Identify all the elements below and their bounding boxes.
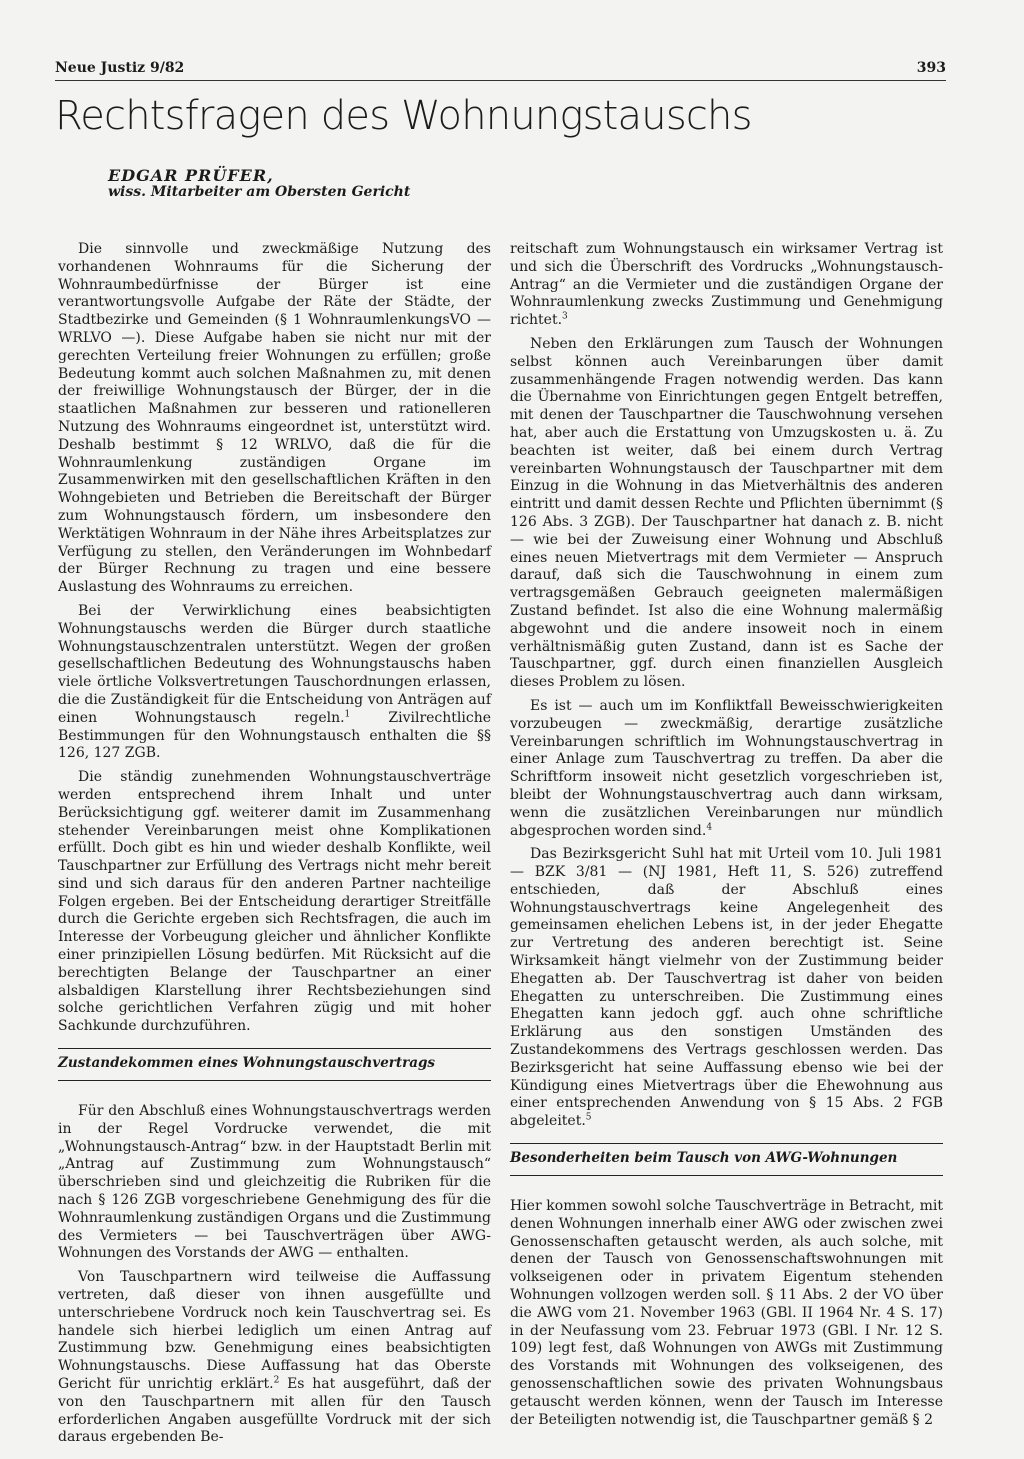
article-title: Rechtsfragen des Wohnungstauschs [55, 93, 752, 139]
paragraph: reitschaft zum Wohnungstausch ein wirksamer Vertrag ist und sich die Überschrift des Vordrucks „Wohnungstausch-Antrag“ an die Vermieter und die zuständigen Organe der Wohnraumlenkung zwecks Zustimmung und Genehmigung richtet.$^3$ [510, 241, 943, 329]
left-column [58, 241, 491, 1453]
paragraph: Hier kommen sowohl solche Tauschverträge in Betracht, mit denen Wohnungen innerhalb einer AWG oder zwischen zwei Genossenschaften getauscht werden, als auch solche, mit denen der Tausch von Genossenschaftswohnungen mit volkseigenen oder in privatem Eigentum stehenden Wohnungen vollzogen werden soll. § 11 Abs. 2 der VO über die AWG vom 21. November 1963 (GBl. II 1964 Nr. 4 S. 17) in der Neufassung vom 23. Februar 1973 (GBl. I Nr. 12 S. 109) legt fest, daß Wohnungen von AWGs mit Zustimmung des Vorstands mit Wohnungen des volkseigenen, des genossenschaftlichen sowie des privaten Wohnungsbaus getauscht werden können, wenn der Tausch im Interesse der Beteiligten notwendig ist, die Tauschpartner gemäß § 2 [510, 1198, 943, 1428]
header-rule [55, 80, 946, 81]
section-heading: Besonderheiten beim Tausch von AWG-Wohnungen [510, 1143, 943, 1176]
footnote-ref: 5 [585, 1112, 592, 1123]
paragraph: Von Tauschpartnern wird teilweise die Auffassung vertreten, daß dieser von ihnen ausgefüllte und unterschriebene Vordruck noch kein Tauschvertrag sei. Es handele sich hierbei lediglich um einen Antrag auf Zustimmung bzw. Genehmigung eines beabsichtigten Wohnungstauschs. Diese Auffassung hat das Oberste Gericht für unrichtig erklärt.$^2$ Es hat ausgeführt, daß der von den Tauschpartnern mit allen für den Tausch erforderlichen Angaben ausgefüllte Vordruck mit der sich daraus ergebenden Be- [58, 1269, 491, 1446]
paragraph: Die sinnvolle und zweckmäßige Nutzung des vorhandenen Wohnraums für die Sicherung der Wohnraumbedürfnisse der Bürger ist eine verantwortungsvolle Aufgabe der Räte der Städte, der Stadtbezirke und Gemeinden (§ 1 WohnraumlenkungsVO — WRLVO —). Diese Aufgabe haben sie nicht nur mit der gerechten Verteilung freier Wohnungen zu erfüllen; große Bedeutung kommt auch solchen Maßnahmen zu, mit denen der freiwillige Wohnungstausch der Bürger, der in die staatlichen Maßnahmen zur besseren und rationelleren Nutzung des Wohnraums eingeordnet ist, unterstützt wird. Deshalb bestimmt § 12 WRLVO, daß die für die Wohnraumlenkung zuständigen Organe im Zusammenwirken mit den gesellschaftlichen Kräften in den Wohngebieten und Betrieben die Bereitschaft der Bürger zum Wohnungstausch fördern, um insbesondere den Werktätigen Wohnraum in der Nähe ihres Arbeitsplatzes zur Verfügung zu stellen, den Veränderungen im Wohnbedarf der Bürger Rechnung zu tragen und eine bessere Auslastung des Wohnraums zu erreichen. [58, 241, 491, 596]
footnote-ref: 2 [273, 1375, 280, 1386]
page-number: 393 [916, 60, 946, 76]
footnote-ref: 3 [562, 311, 568, 322]
author-affiliation: wiss. Mitarbeiter am Obersten Gericht [108, 184, 411, 200]
section-heading: Zustandekommen eines Wohnungstauschvertrags [58, 1048, 491, 1081]
footnote-ref: 4 [706, 821, 713, 832]
right-column [510, 241, 943, 1435]
paragraph: Das Bezirksgericht Suhl hat mit Urteil vom 10. Juli 1981 — BZK 3/81 — (NJ 1981, Heft 11, S. 526) zutreffend entschieden, daß der Abschluß eines Wohnungstauschvertrags keine Angelegenheit des gemeinsamen ehelichen Lebens ist, in der jeder Ehegatte zur Vertretung des anderen berechtigt ist. Seine Wirksamkeit hängt vielmehr von der Zustimmung beider Ehegatten ab. Der Tauschvertrag ist daher von beiden Ehegatten zu unterschreiben. Die Zustimmung eines Ehegatten kann jedoch ggf. auch ohne schriftliche Erklärung aus den sonstigen Umständen des Zustandekommens des Vertrags geschlossen werden. Das Bezirksgericht hat seine Auffassung ebenso wie bei der Kündigung eines Mietvertrags über die Ehewohnung aus einer entsprechenden Anwendung von § 15 Abs. 2 FGB abgeleitet.$^5$ [510, 846, 943, 1130]
paragraph: Bei der Verwirklichung eines beabsichtigten Wohnungstauschs werden die Bürger durch staatliche Wohnungstauschzentralen unterstützt. Wegen der großen gesellschaftlichen Bedeutung des Wohnungstauschs haben viele örtliche Volksvertretungen Tauschordnungen erlassen, die die Zuständigkeit für die Entscheidung von Anträgen auf einen Wohnungstausch regeln.$^1$ Zivilrechtliche Bestimmungen für den Wohnungstausch enthalten die §§ 126, 127 ZGB. [58, 602, 491, 762]
running-header-journal: Neue Justiz 9/82 [55, 60, 185, 76]
author-name: EDGAR PRÜFER, [108, 166, 274, 185]
paragraph: Für den Abschluß eines Wohnungstauschvertrags werden in der Regel Vordrucke verwendet, die mit „Wohnungstausch-Antrag“ bzw. in der Hauptstadt Berlin mit „Antrag auf Zustimmung zum Wohnungstausch“ überschrieben sind und gleichzeitig die Rubriken für die nach § 126 ZGB vorgeschriebene Genehmigung des für die Wohnraumlenkung zuständigen Organs und die Zustimmung des Vermieters — bei Tauschverträgen über AWG-Wohnungen des Vorstands der AWG — enthalten. [58, 1103, 491, 1262]
footnote-ref: 1 [344, 709, 351, 720]
paragraph: Es ist — auch um im Konfliktfall Beweisschwierigkeiten vorzubeugen — zweckmäßig, derartige zusätzliche Vereinbarungen schriftlich im Wohnungstauschvertrag in einer Anlage zum Tauschvertrag zu treffen. Da aber die Schriftform insoweit nicht gesetzlich vorgeschrieben ist, bleibt der Wohnungstauschvertrag auch dann wirksam, wenn die zusätzlichen Vereinbarungen nur mündlich abgesprochen worden sind.$^4$ [510, 697, 943, 839]
paragraph: Neben den Erklärungen zum Tausch der Wohnungen selbst können auch Vereinbarungen über damit zusammenhängende Fragen notwendig werden. Das kann die Übernahme von Einrichtungen gegen Entgelt betreffen, mit denen der Tauschpartner die Tauschwohnung versehen hat, aber auch die Erstattung von Umzugskosten u. ä. Zu beachten ist weiter, daß bei einem durch Vertrag vereinbarten Wohnungstausch der Tauschpartner mit dem Einzug in die Wohnung in das Mietverhältnis des anderen eintritt und damit dessen Rechte und Pflichten übernimmt (§ 126 Abs. 3 ZGB). Der Tauschpartner hat danach z. B. nicht — wie bei der Zuweisung einer Wohnung und Abschluß eines neuen Mietvertrags mit dem Vermieter — Anspruch darauf, daß sich die Tauschwohnung in einem zum vertragsgemäßen Gebrauch geeigneten malermäßigen Zustand befindet. Ist also die eine Wohnung malermäßig abgewohnt und die andere insoweit noch in einem verhältnismäßig guten Zustand, dann ist es Sache der Tauschpartner, ggf. durch einen finanziellen Ausgleich dieses Problem zu lösen. [510, 335, 943, 691]
paragraph: Die ständig zunehmenden Wohnungstauschverträge werden entsprechend ihrem Inhalt und unter Berücksichtigung ggf. weiterer damit im Zusammenhang stehender Vereinbarungen meist ohne Komplikationen erfüllt. Doch gibt es hin und wieder deshalb Konflikte, weil Tauschpartner zur Erfüllung des Vertrags nicht mehr bereit sind und sich daraus für den anderen Partner nachteilige Folgen ergeben. Bei der Entscheidung derartiger Streitfälle durch die Gerichte ergeben sich Rechtsfragen, die auch im Interesse der Vorbeugung gleicher und ähnlicher Konflikte einer prinzipiellen Lösung bedürfen. Mit Rücksicht auf die berechtigten Belange der Tauschpartner an einer alsbaldigen Klarstellung ihrer Rechtsbeziehungen sind solche gerichtlichen Verfahren zügig und mit hoher Sachkunde durchzuführen. [58, 769, 491, 1035]
